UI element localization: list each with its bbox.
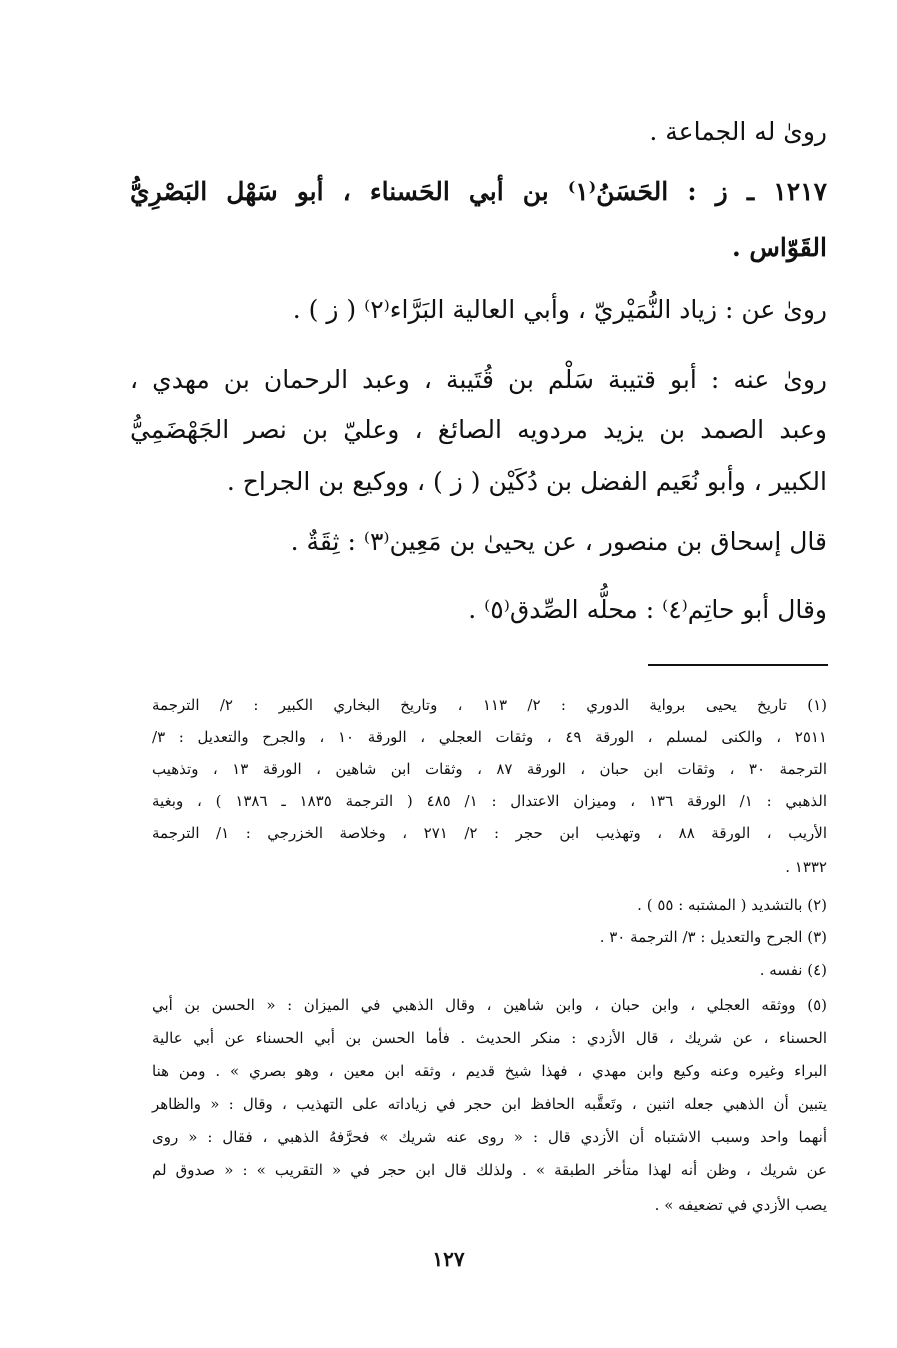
footnote-5-line-6: عن شريك ، وظن أنه لهذا متأخر الطبقة » . ولذلك قال ابن حجر في « التقريب » : « صدوق لم: [152, 1161, 827, 1179]
footnote-4: (٤) نفسه .: [759, 961, 827, 979]
footnote-1-line-6: ١٣٣٢ .: [785, 858, 827, 876]
narrated-by-line-1: رویٰ عنه : أبو قتيبة سَلْم بن قُتَيبة ، وعبد الرحمان بن مهدي ،: [130, 365, 827, 394]
page-number: ١٢٧: [432, 1247, 465, 1271]
footnote-1-line-1: (١) تاريخ يحيى برواية الدوري : ٢/ ١١٣ ، وتاريخ البخاري الكبير : ٢/ الترجمة: [152, 696, 828, 714]
narrated-from-line: رویٰ عن : زياد النُّمَيْريّ ، وأبي العالية البَرَّاء⁽٢⁾ ( ز ) .: [292, 295, 827, 324]
entry-heading-continuation: القَوّاس .: [732, 233, 827, 262]
footnote-divider: [648, 664, 828, 666]
main-text-line-1: رویٰ له الجماعة .: [649, 117, 827, 146]
narrated-by-line-3: الكبير ، وأبو نُعَيم الفضل بن دُكَيْن ( ز ) ، ووكيع بن الجراح .: [226, 467, 827, 496]
footnote-1-line-4: الذهبي : ١/ الورقة ١٣٦ ، وميزان الاعتدال : ١/ ٤٨٥ ( الترجمة ١٨٣٥ ـ ١٣٨٦ ) ، وبغية: [152, 792, 827, 810]
footnote-5-line-1: (٥) ووثقه العجلي ، وابن حبان ، وابن شاهين ، وقال الذهبي في الميزان : « الحسن بن أبي: [152, 996, 827, 1014]
footnote-1-line-5: الأريب ، الورقة ٨٨ ، وتهذيب ابن حجر : ٢/ ٢٧١ ، وخلاصة الخزرجي : ١/ الترجمة: [152, 824, 827, 842]
footnote-1-line-2: ٢٥١١ ، والكنى لمسلم ، الورقة ٤٩ ، وثقات العجلي ، الورقة ١٠ ، والجرح والتعديل : ٣/: [152, 728, 827, 746]
footnote-5-line-3: البراء وغيره وعنه وكيع وابن مهدي ، فهذا شيخ قديم ، وثقه ابن معين ، وهو بصري » . ومن هنا: [152, 1062, 827, 1080]
entry-heading-line: ١٢١٧ ـ ز : الحَسَنُ⁽١⁾ بن أبي الحَسناء ، أبو سَهْل البَصْرِيُّ: [130, 177, 827, 206]
footnote-5-line-2: الحسناء ، عن شريك ، قال الأزدي : منكر الحديث . فأما الحسن بن أبي الحسناء عن أبي عالية: [152, 1029, 827, 1047]
footnote-1-line-3: الترجمة ٣٠ ، وثقات ابن حبان ، الورقة ٨٧ ، وثقات ابن شاهين ، الورقة ١٣ ، وتذهيب: [152, 760, 827, 778]
footnote-2: (٢) بالتشديد ( المشتبه : ٥٥ ) .: [637, 896, 827, 914]
footnote-5-line-7: يصب الأزدي في تضعيفه » .: [654, 1196, 827, 1214]
footnote-3: (٣) الجرح والتعديل : ٣/ الترجمة ٣٠ .: [599, 928, 827, 946]
abu-hatim-quote: وقال أبو حاتِم⁽٤⁾ : محلُّه الصِّدق⁽٥⁾ .: [468, 595, 827, 624]
footnote-5-line-4: يتبين أن الذهبي جعله اثنين ، وتَعقَّبه الحافظ ابن حجر في زياداته على التهذيب ، وقال : « والظاهر: [152, 1095, 827, 1113]
narrated-by-line-2: وعبد الصمد بن يزيد مردويه الصائغ ، وعليّ بن نصر الجَهْضَمِيُّ: [130, 415, 827, 444]
footnote-5-line-5: أنهما واحد وسبب الاشتباه أن الأزدي قال : « روى عنه شريك » فحرَّفهُ الذهبي ، فقال : « روى: [152, 1128, 827, 1146]
ibn-maeen-quote: قال إسحاق بن منصور ، عن يحيىٰ بن مَعِين⁽٣⁾ : ثِقَةٌ .: [290, 527, 827, 556]
